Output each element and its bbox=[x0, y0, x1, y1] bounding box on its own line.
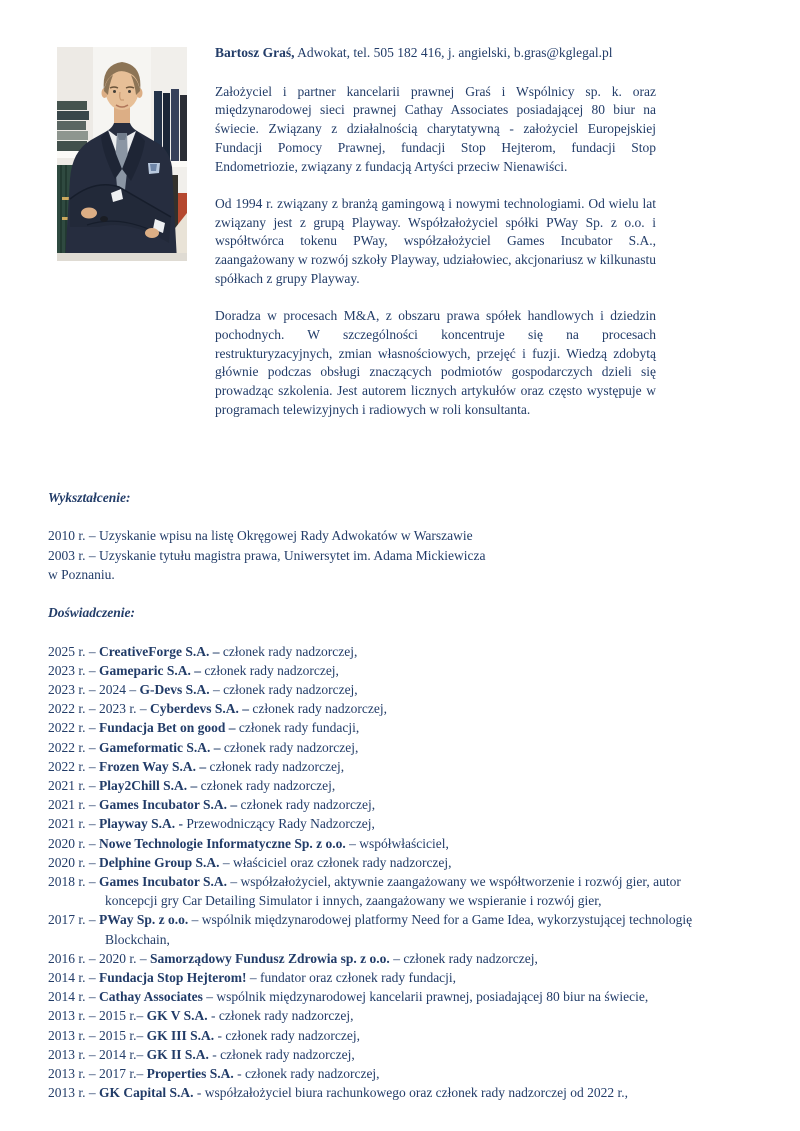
experience-item-company: Cathay Associates bbox=[99, 989, 203, 1005]
experience-item-dates: 2022 r. – bbox=[48, 758, 100, 774]
experience-item-role: – członek rady nadzorczej, bbox=[389, 950, 538, 966]
experience-item-dates: 2021 r. – bbox=[48, 816, 100, 832]
experience-item-role: - współzałożyciel biura rachunkowego oraz członek rady nadzorczej od 2022 r., bbox=[193, 1085, 628, 1101]
experience-item-company: Fundacja Bet on good – bbox=[99, 720, 236, 736]
experience-item bbox=[48, 987, 764, 1006]
experience-item-dates: 2013 r. – bbox=[48, 1085, 100, 1101]
experience-item-company: GK V S.A. bbox=[146, 1008, 208, 1024]
experience-item-role: członek rady nadzorczej, bbox=[219, 643, 358, 659]
experience-item-role: Przewodniczący Rady Nadzorczej, bbox=[183, 816, 375, 832]
experience-item-dates: 2013 r. – 2014 r.– bbox=[48, 1046, 147, 1062]
experience-item-company: Playway S.A. - bbox=[99, 816, 184, 832]
education-item-text: 2003 r. – Uzyskanie tytułu magistra prawa, Uniwersytet im. Adama Mickiewicza bbox=[48, 547, 486, 563]
education-item-text: 2010 r. – Uzyskanie wpisu na listę Okręgowej Rady Adwokatów w Warszawie bbox=[48, 528, 473, 544]
education-list bbox=[48, 526, 764, 584]
person-name: Bartosz Graś, bbox=[215, 45, 295, 60]
experience-item bbox=[48, 699, 764, 718]
experience-item-dates: 2021 r. – bbox=[48, 797, 100, 813]
intro-column bbox=[215, 44, 656, 438]
experience-list bbox=[48, 642, 764, 1103]
experience-item-company: Frozen Way S.A. – bbox=[99, 758, 207, 774]
experience-item-role: – członek rady nadzorczej, bbox=[209, 681, 358, 697]
experience-item-company: Games Incubator S.A. bbox=[99, 874, 228, 890]
education-item bbox=[48, 546, 764, 565]
experience-item bbox=[48, 738, 764, 757]
experience-item-role: – wspólnik międzynarodowej kancelarii prawnej, posiadającej 80 biur na świecie, bbox=[202, 989, 649, 1005]
experience-item-dates: 2014 r. – bbox=[48, 989, 100, 1005]
experience-item bbox=[48, 1006, 764, 1025]
experience-item-company: Properties S.A. bbox=[146, 1066, 234, 1082]
experience-item bbox=[48, 968, 764, 987]
experience-item-dates: 2017 r. – bbox=[48, 912, 100, 928]
experience-item-company: PWay Sp. z o.o. bbox=[99, 912, 189, 928]
experience-item bbox=[48, 1083, 764, 1102]
bio-paragraph-3: Doradza w procesach M&A, z obszaru prawa spółek handlowych i dziedzin pochodnych. W szczególności koncentruje się na procesach restrukturyzacyjnych, zmian własnościowych, przejęć i fuzji. Wiedzą zdobytą głównie podczas obsługi znaczących podmiotów gospodarczych dzieli się prowadząc szkolenia. Jest autorem licznych artykułów oraz często występuje w programach telewizyjnych i radiowych w roli konsultanta. bbox=[215, 308, 656, 417]
experience-item-dates: 2022 r. – bbox=[48, 739, 100, 755]
experience-item-dates: 2022 r. – bbox=[48, 720, 100, 736]
experience-item-role: – właściciel oraz członek rady nadzorczej, bbox=[219, 854, 452, 870]
experience-item-dates: 2013 r. – 2017 r.– bbox=[48, 1066, 147, 1082]
experience-item-company: Gameformatic S.A. – bbox=[99, 739, 221, 755]
experience-item-dates: 2018 r. – bbox=[48, 874, 100, 890]
experience-item bbox=[48, 1026, 764, 1045]
experience-item-company: Gameparic S.A. – bbox=[99, 662, 202, 678]
experience-item-role: członek rady nadzorczej, bbox=[197, 778, 336, 793]
experience-item-company: Cyberdevs S.A. – bbox=[150, 701, 250, 717]
education-item bbox=[48, 565, 764, 584]
experience-item bbox=[48, 718, 764, 737]
experience-item-dates: 2020 r. – bbox=[48, 854, 100, 870]
experience-item-role: - członek rady nadzorczej, bbox=[208, 1046, 355, 1062]
experience-item bbox=[48, 853, 764, 872]
experience-item bbox=[48, 949, 764, 968]
experience-item-continuation: Blockchain, bbox=[105, 931, 170, 947]
experience-item bbox=[48, 642, 764, 661]
experience-item-role: – współwłaściciel, bbox=[345, 835, 449, 851]
experience-item bbox=[48, 834, 764, 853]
experience-item-role: – współzałożyciel, aktywnie zaangażowany we współtworzenie i rozwój gier, autor bbox=[227, 874, 681, 890]
experience-item-role: członek rady nadzorczej, bbox=[206, 758, 345, 774]
experience-item bbox=[48, 757, 764, 776]
education-heading: Wykształcenie: bbox=[48, 490, 131, 505]
experience-item-role: członek rady nadzorczej, bbox=[201, 662, 339, 678]
experience-item-company: Games Incubator S.A. – bbox=[99, 797, 238, 813]
experience-item-company: G-Devs S.A. bbox=[139, 681, 210, 697]
experience-item bbox=[48, 680, 764, 699]
experience-item-role: – fundator oraz członek rady fundacji, bbox=[246, 970, 457, 986]
experience-item-role: - członek rady nadzorczej, bbox=[214, 1027, 360, 1043]
experience-item-company: Play2Chill S.A. – bbox=[99, 778, 198, 793]
experience-item-role: członek rady fundacji, bbox=[235, 720, 360, 736]
experience-item-company: CreativeForge S.A. – bbox=[99, 643, 220, 659]
experience-item-dates: 2025 r. – bbox=[48, 643, 100, 659]
experience-item-company: GK Capital S.A. bbox=[99, 1085, 194, 1101]
experience-item-dates: 2023 r. – bbox=[48, 662, 100, 678]
experience-item-company: Nowe Technologie Informatyczne Sp. z o.o. bbox=[99, 835, 346, 851]
experience-item bbox=[48, 872, 764, 910]
contact-details: Adwokat, tel. 505 182 416, j. angielski, b.gras@kglegal.pl bbox=[294, 45, 613, 60]
experience-item-dates: 2023 r. – 2024 – bbox=[48, 681, 140, 697]
experience-item-dates: 2014 r. – bbox=[48, 970, 100, 986]
experience-item-role: członek rady nadzorczej, bbox=[249, 701, 387, 717]
experience-item-company: Delphine Group S.A. bbox=[99, 854, 220, 870]
bio-paragraph-2: Od 1994 r. związany z branżą gamingową i nowymi technologiami. Od wielu lat związany jest z grupą Playway. Współzałożyciel spółki PWay Sp. z o.o. i współtwórca tokenu PWay, współzałożyciel Games Incubator S.A., zaangażowany w rozwój szkoły Playway, udziałowiec, akcjonariusz w kilkunastu spółkach z grupy Playway. bbox=[215, 195, 656, 286]
experience-item-company: GK III S.A. bbox=[146, 1027, 215, 1043]
experience-item bbox=[48, 814, 764, 833]
experience-item-dates: 2020 r. – bbox=[48, 835, 100, 851]
experience-item-company: Samorządowy Fundusz Zdrowia sp. z o.o. bbox=[150, 950, 390, 966]
experience-item-dates: 2013 r. – 2015 r.– bbox=[48, 1027, 147, 1043]
experience-item-role: członek rady nadzorczej, bbox=[220, 739, 359, 755]
experience-item-company: Fundacja Stop Hejterom! bbox=[99, 970, 247, 986]
experience-item bbox=[48, 661, 764, 680]
bio-paragraph-1: Założyciel i partner kancelarii prawnej Graś i Wspólnicy sp. k. oraz międzynarodowej sieci prawnej Cathay Associates posiadającej 80 biur na świecie. Związany z działalnością charytatywną - założyciel Europejskiej Fundacji Pomocy Prawnej, fundacji Stop Hejterom, fundacji Stop Endometriozie, związany z fundacją Artyści przeciw Nienawiści. bbox=[215, 83, 656, 174]
portrait-illustration bbox=[57, 47, 187, 261]
experience-item-role: - członek rady nadzorczej, bbox=[233, 1066, 380, 1082]
experience-item-role: – wspólnik międzynarodowej platformy Need for a Game Idea, wykorzystującej technologię bbox=[188, 912, 693, 928]
experience-item bbox=[48, 776, 764, 795]
experience-item-role: członek rady nadzorczej, bbox=[237, 797, 376, 813]
experience-item bbox=[48, 910, 764, 948]
byline bbox=[215, 44, 656, 63]
experience-item-dates: 2013 r. – 2015 r.– bbox=[48, 1008, 147, 1024]
experience-item bbox=[48, 1064, 764, 1083]
experience-item-company: GK II S.A. bbox=[146, 1046, 209, 1062]
experience-heading: Doświadczenie: bbox=[48, 605, 135, 621]
experience-item bbox=[48, 1045, 764, 1064]
education-item bbox=[48, 526, 764, 545]
experience-item-dates: 2021 r. – bbox=[48, 778, 100, 793]
experience-item-role: - członek rady nadzorczej, bbox=[207, 1008, 354, 1024]
portrait-photo bbox=[57, 47, 187, 261]
experience-item bbox=[48, 795, 764, 814]
cv-body bbox=[48, 488, 764, 1102]
experience-item-continuation: koncepcji gry Car Detailing Simulator i innych, zaangażowany we wspieranie i rozwój gier, bbox=[105, 893, 602, 909]
experience-item-dates: 2022 r. – 2023 r. – bbox=[48, 701, 151, 717]
education-item-text: w Poznaniu. bbox=[48, 566, 115, 582]
experience-item-dates: 2016 r. – 2020 r. – bbox=[48, 950, 151, 966]
